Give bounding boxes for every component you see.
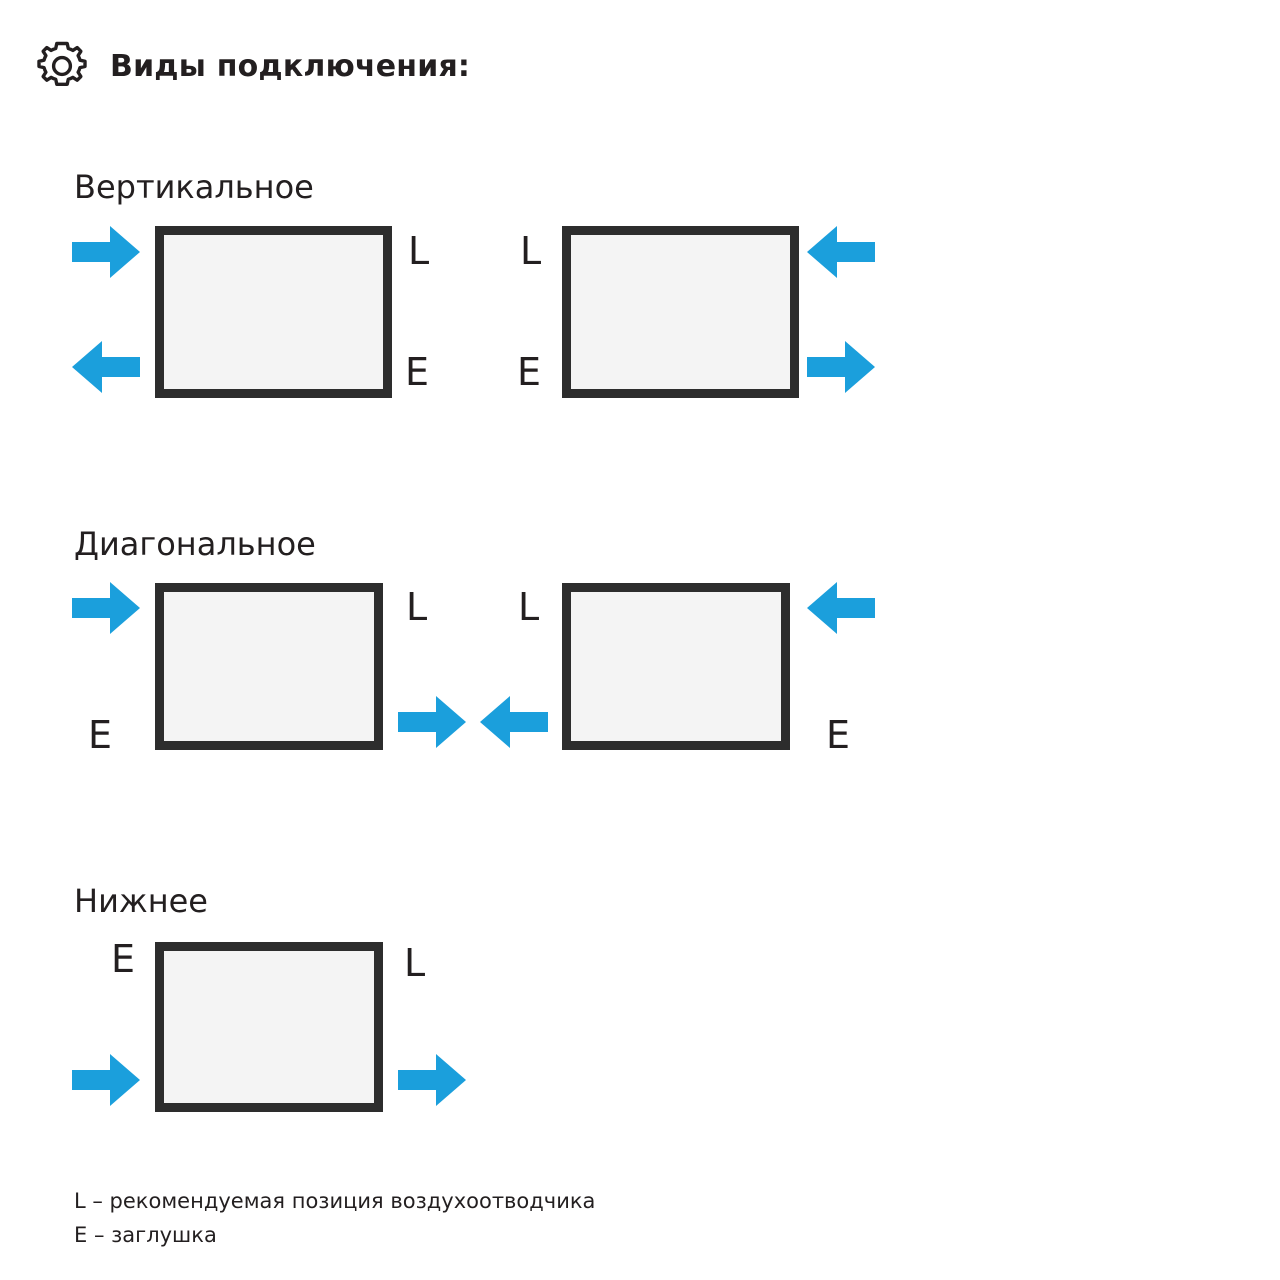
port-label-E: E [826, 713, 851, 757]
radiator-body [155, 583, 383, 750]
gear-icon [36, 40, 88, 92]
port-label-E: E [111, 937, 136, 981]
port-label-L: L [404, 941, 426, 985]
inlet-arrow [70, 222, 142, 282]
port-label-E: E [517, 350, 542, 394]
legend-line-plug: E – заглушка [74, 1223, 217, 1247]
outlet-arrow [478, 692, 550, 752]
outlet-arrow [805, 337, 877, 397]
outlet-arrow [70, 337, 142, 397]
inlet-arrow [70, 578, 142, 638]
port-label-E: E [405, 350, 430, 394]
radiator-body [562, 583, 790, 750]
radiator-body [155, 942, 383, 1112]
page-title: Виды подключения: [110, 48, 471, 84]
inlet-arrow [805, 578, 877, 638]
radiator-body [562, 226, 799, 398]
radiator-body [155, 226, 392, 398]
outlet-arrow [396, 692, 468, 752]
page-header [36, 40, 470, 92]
port-label-L: L [518, 585, 540, 629]
port-label-E: E [88, 713, 113, 757]
legend [74, 1184, 595, 1252]
port-label-L: L [520, 229, 542, 273]
port-label-L: L [408, 229, 430, 273]
inlet-arrow [805, 222, 877, 282]
section-title-vertical: Вертикальное [74, 168, 314, 206]
section-title-diagonal: Диагональное [74, 525, 316, 563]
port-label-L: L [406, 585, 428, 629]
legend-line-air-vent: L – рекомендуемая позиция воздухоотводчика [74, 1189, 596, 1213]
outlet-arrow [396, 1050, 468, 1110]
section-title-bottom: Нижнее [74, 882, 208, 920]
inlet-arrow [70, 1050, 142, 1110]
